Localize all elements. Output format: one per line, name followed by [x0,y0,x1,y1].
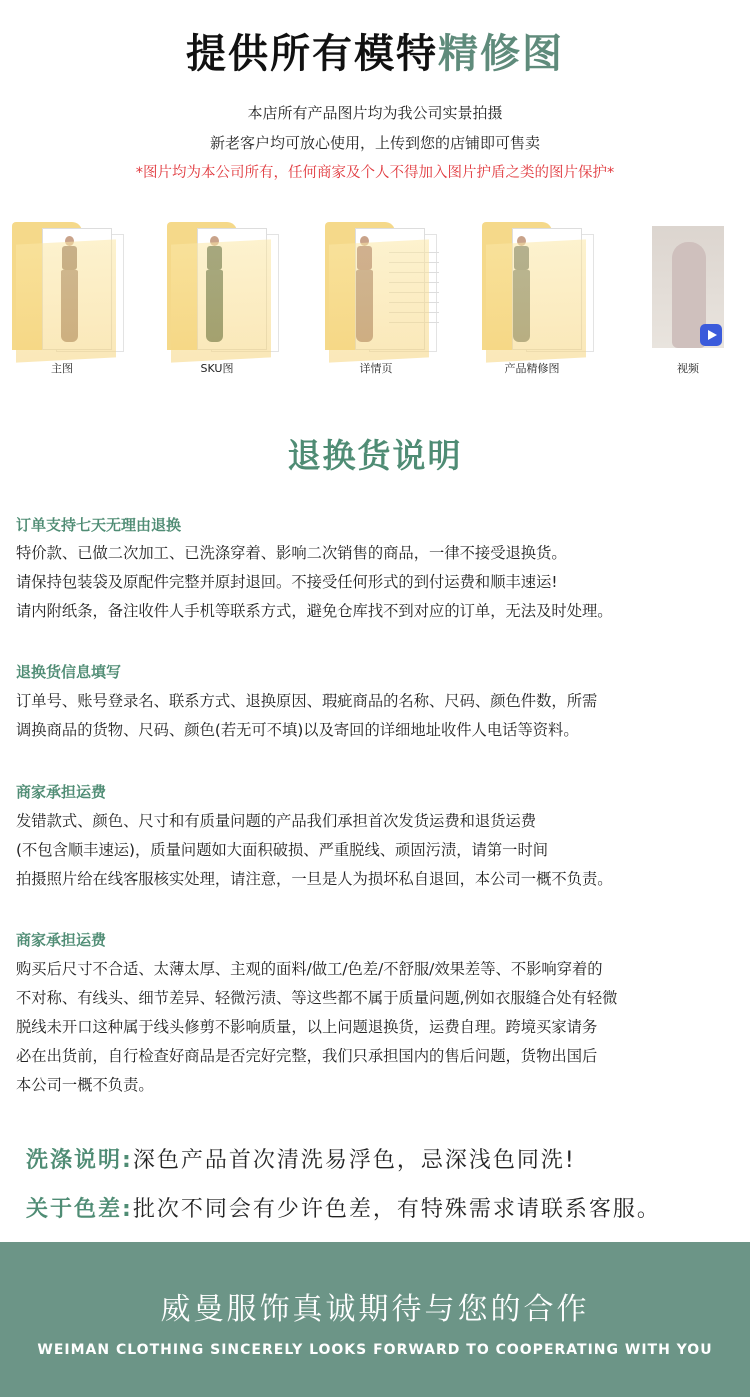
footer-slogan-cn: 威曼服饰真诚期待与您的合作 [160,1292,590,1327]
title-main: 提供所有模特 [186,31,438,77]
folder-label: 主图 [51,362,73,375]
section-line: 购买后尺寸不合适、太薄太厚、主观的面料/做工/色差/不舒服/效果差等、不影响穿着的 [16,960,603,978]
section-heading: 退换货信息填写 [16,663,122,681]
section-line: 本公司一概不负责。 [16,1076,154,1094]
wash-note-key: 洗涤说明: [26,1148,133,1173]
color-note-key: 关于色差: [26,1197,133,1222]
video-play-icon[interactable] [700,324,722,346]
section-line: 脱线未开口这种属于线头修剪不影响质量，以上问题退换货，运费自理。跨境买家请务 [16,1018,598,1036]
section-line: 不对称、有线头、细节差异、轻微污渍、等这些都不属于质量问题,例如衣服缝合处有轻微 [16,989,618,1007]
title-accent: 精修图 [438,31,564,77]
section-line: 特价款、已做二次加工、已洗涤穿着、影响二次销售的商品，一律不接受退换货。 [16,544,567,562]
section-line: 拍摄照片给在线客服核实处理，请注意，一旦是人为损坏私自退回，本公司一概不负责。 [16,870,613,888]
footer-banner [0,1242,750,1397]
wash-note-text: 深色产品首次清洗易浮色，忌深浅色同洗! [132,1148,576,1173]
section-line: 订单号、账号登录名、联系方式、退换原因、瑕疵商品的名称、尺码、颜色件数，所需 [16,692,598,710]
folder-label: SKU图 [200,362,234,375]
footer-slogan-en: WEIMAN CLOTHING SINCERELY LOOKS FORWARD TO COOPERATING WITH YOU [37,1342,713,1358]
folder-icon[interactable] [325,222,443,362]
section-line: 请内附纸条，备注收件人手机等联系方式，避免仓库找不到对应的订单，无法及时处理。 [16,602,613,620]
folder-label: 产品精修图 [504,362,560,375]
returns-title: 退换货说明 [287,436,463,475]
intro-line-1: 本店所有产品图片均为我公司实景拍摄 [247,104,503,122]
copyright-warning: *图片均为本公司所有，任何商家及个人不得加入图片护盾之类的图片保护* [135,165,615,181]
section-line: (不包含顺丰速运)，质量问题如大面积破损、严重脱线、顽固污渍，请第一时间 [16,841,549,859]
section-line: 调换商品的货物、尺码、颜色(若无可不填)以及寄回的详细地址收件人电话等资料。 [16,721,579,739]
section-line: 必在出货前，自行检查好商品是否完好完整，我们只承担国内的售后问题，货物出国后 [16,1047,598,1065]
wash-note [26,1143,576,1174]
section-heading: 商家承担运费 [16,931,107,949]
folder-icon[interactable] [12,222,130,362]
page-title [0,22,750,79]
folder-label: 详情页 [359,362,393,375]
section-heading: 订单支持七天无理由退换 [16,516,182,534]
video-thumbnail[interactable] [652,226,724,348]
color-note [26,1192,661,1223]
section-line: 发错款式、颜色、尺寸和有质量问题的产品我们承担首次发货运费和退货运费 [16,812,537,830]
color-note-text: 批次不同会有少许色差，有特殊需求请联系客服。 [132,1197,661,1222]
folder-icon[interactable] [167,222,285,362]
section-heading: 商家承担运费 [16,783,107,801]
section-line: 请保持包装袋及原配件完整并原封退回。不接受任何形式的到付运费和顺丰速运! [16,573,558,591]
folder-label: 视频 [677,362,699,375]
folder-icon[interactable] [482,222,600,362]
intro-line-2: 新老客户均可放心使用，上传到您的店铺即可售卖 [209,134,540,152]
